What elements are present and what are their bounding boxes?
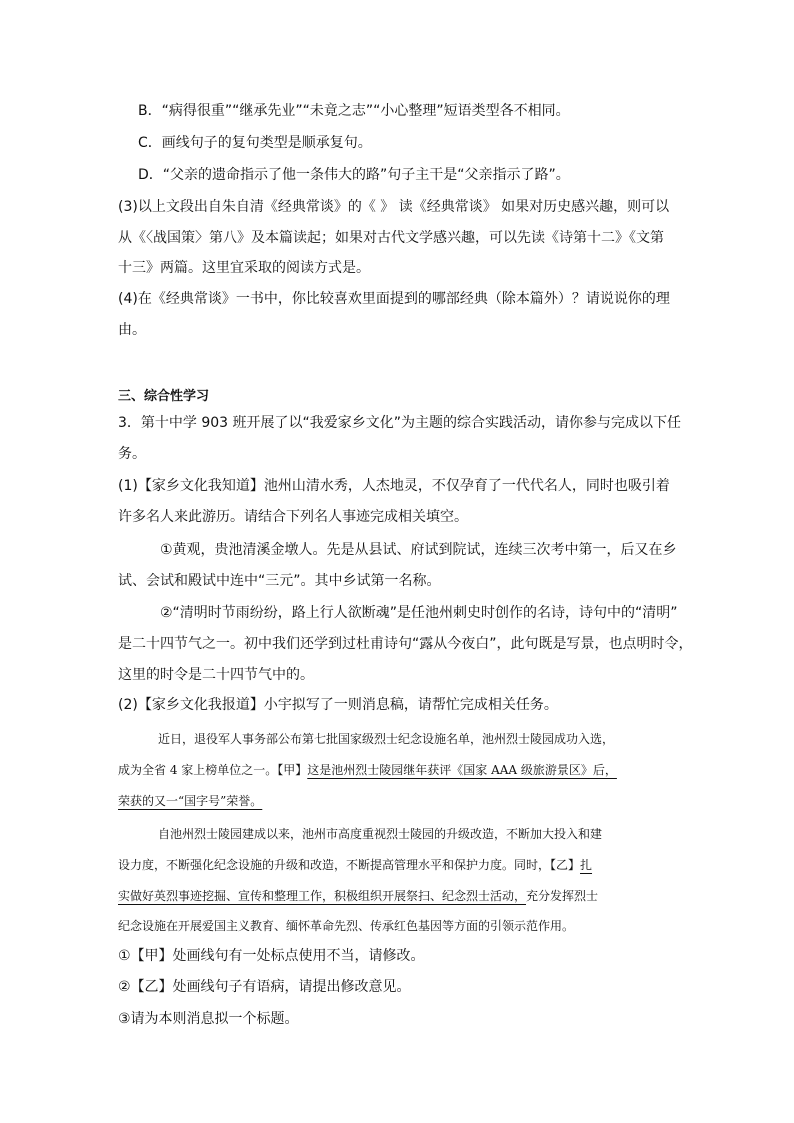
option-c: C．画线句子的复句类型是顺承复句。 (138, 135, 372, 151)
section-heading: 三、综合性学习 (118, 389, 210, 404)
q2-3-line3: 十三》两篇。这里宜采取的阅读方式是。 (118, 260, 370, 276)
news-line2 (118, 755, 692, 786)
news-line6-plain: 充分发挥烈士 (526, 889, 599, 903)
option-b: B．“病得很重”“继承先业”“未竟之志”“小心整理”短语类型各不相同。 (138, 103, 570, 119)
q2-4-line2: 由。 (118, 322, 146, 338)
news-yi-underline-b: 实做好英烈事迹挖掘、宣传和整理工作，积极组织开展祭扫、纪念烈士活动， (118, 889, 527, 903)
news-line4: 自池州烈士陵园建成以来，池州市高度重视烈士陵园的升级改造，不断加大投入和建 (158, 827, 603, 841)
task-3: ③请为本则消息拟一个标题。 (118, 1011, 299, 1027)
news-line2-plain: 成为全省 4 家上榜单位之一。【甲】 (118, 763, 308, 777)
task-1: ①【甲】处画线句有一处标点使用不当，请修改。 (118, 948, 425, 964)
q2-4-line1: (4)在《经典常谈》一书中，你比较喜欢里面提到的哪部经典（除本篇外）？请说说你的理 (118, 291, 670, 307)
item1-line2: 试、会试和殿试中连中“三元”。其中乡试第一名称。 (118, 573, 441, 589)
item1-line1: ①黄观，贵池清溪金墩人。先是从县试、府试到院试，连续三次考中第一，后又在乡 (160, 542, 677, 558)
part1-line1: (1)【家乡文化我知道】池州山清水秀，人杰地灵，不仅孕育了一代代名人，同时也吸引着 (118, 478, 670, 494)
news-line5-plain: 设力度，不断强化纪念设施的升级和改造，不断提高管理水平和保护力度。同时，【乙】 (118, 858, 581, 872)
q2-3-line2: 从《〈战国策〉第八》及本篇读起；如果对古代文学感兴趣，可以先读《诗第十二》《文第 (118, 230, 664, 246)
news-line3 (118, 786, 692, 817)
news-line1: 近日，退役军人事务部公布第七批国家级烈士纪念设施名单，池州烈士陵园成功入选， (158, 732, 615, 746)
news-line5 (118, 850, 692, 881)
news-line7: 纪念设施在开展爱国主义教育、缅怀革命先烈、传承红色基因等方面的引领示范作用。 (118, 919, 575, 933)
item2-line1: ②“清明时节雨纷纷，路上行人欲断魂”是任池州刺史时创作的名诗，诗句中的“清明” (160, 605, 678, 621)
q3-line1: 3．第十中学 903 班开展了以“我爱家乡文化”为主题的综合实践活动，请你参与完成以下任 (118, 415, 682, 431)
part1-line2: 许多名人来此游历。请结合下列名人事迹完成相关填空。 (118, 509, 468, 525)
part2-line1: (2)【家乡文化我报道】小宇拟写了一则消息稿，请帮忙完成相关任务。 (118, 697, 558, 713)
item2-line3: 这里的时令是二十四节气中的。 (118, 667, 314, 683)
item2-line2: 是二十四节气之一。初中我们还学到过杜甫诗句“露从今夜白”，此句既是写景，也点明时令， (118, 636, 693, 652)
option-d: D．“父亲的遗命指示了他一条伟大的路”句子主干是“父亲指示了路”。 (138, 167, 570, 183)
news-jia-underline-a: 这是池州烈士陵园继年获评《国家 AAA 级旅游景区》后， (307, 763, 617, 777)
news-line6 (118, 881, 692, 912)
q3-line2: 务。 (118, 446, 146, 462)
news-yi-underline-a: 扎 (580, 858, 593, 872)
task-2: ②【乙】处画线句子有语病，请提出修改意见。 (118, 979, 411, 995)
q2-3-line1: (3)以上文段出自朱自清《经典常谈》的《 》 读《经典常谈》 如果对历史感兴趣，则可以 (118, 199, 670, 215)
news-jia-underline-b: 荣获的又一“国字号”荣誉。 (118, 794, 263, 808)
